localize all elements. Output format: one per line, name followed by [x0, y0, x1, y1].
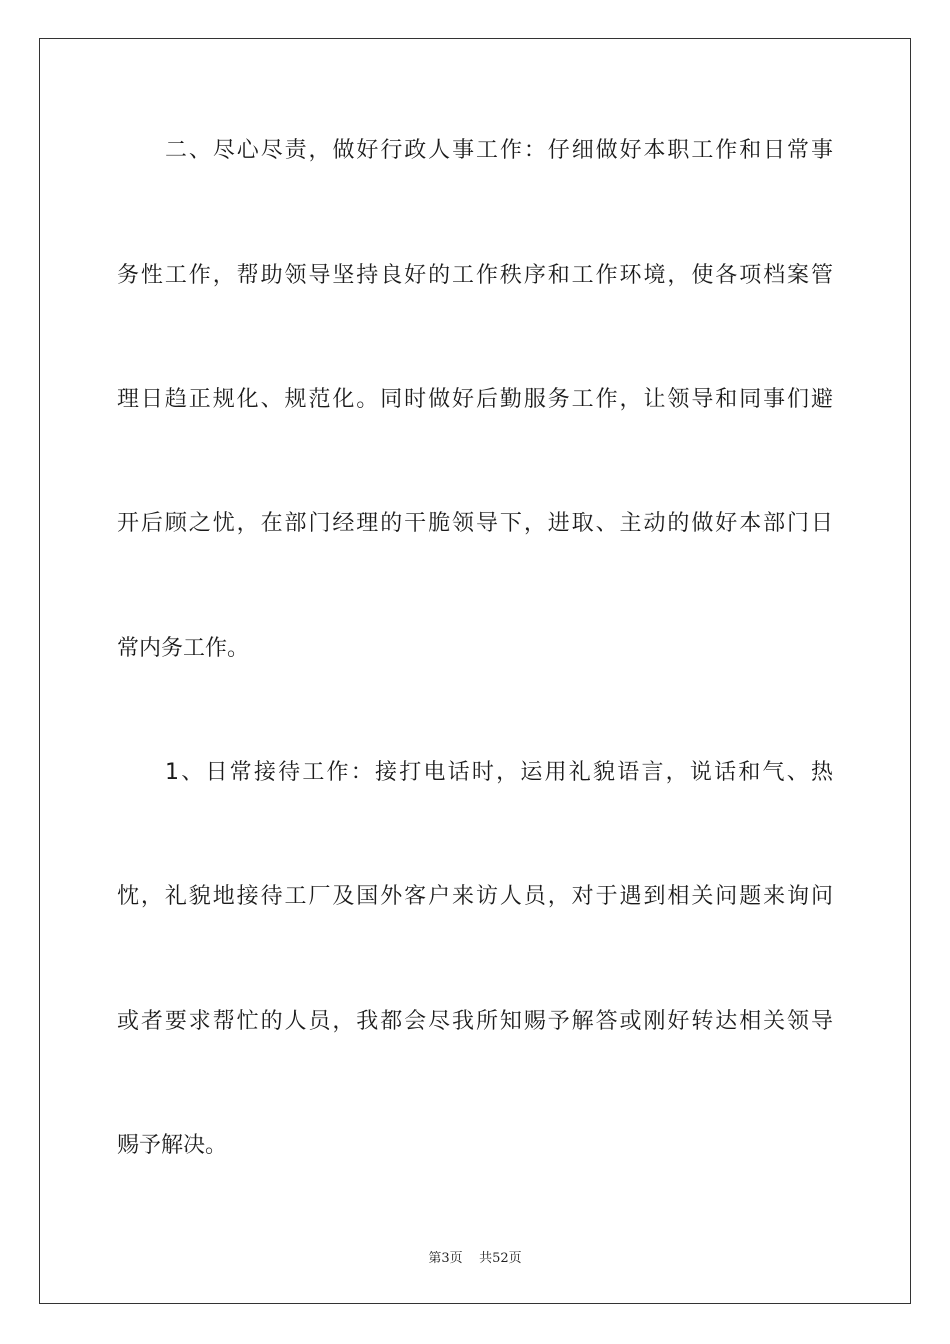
page-border [39, 38, 911, 1304]
paragraph-2-line-4: 赐予解决。 [117, 1133, 228, 1158]
paragraph-1-line-2: 务性工作，帮助领导坚持良好的工作秩序和工作环境，使各项档案管 [117, 263, 833, 288]
paragraph-2-line-2: 忱，礼貌地接待工厂及国外客户来访人员，对于遇到相关问题来询问 [117, 884, 833, 909]
paragraph-1-line-1: 二、尽心尽责，做好行政人事工作：仔细做好本职工作和日常事 [165, 138, 833, 163]
paragraph-2-line-1: 1、日常接待工作：接打电话时，运用礼貌语言，说话和气、热 [165, 760, 833, 785]
page-number: 第3页 [428, 1251, 463, 1266]
paragraph-1-line-5: 常内务工作。 [117, 636, 250, 661]
total-pages: 共52页 [479, 1251, 522, 1266]
paragraph-1-line-3: 理日趋正规化、规范化。同时做好后勤服务工作，让领导和同事们避 [117, 387, 833, 412]
page-footer [0, 1247, 950, 1266]
paragraph-1-line-4: 开后顾之忧，在部门经理的干脆领导下，进取、主动的做好本部门日 [117, 511, 833, 536]
paragraph-2-line-3: 或者要求帮忙的人员，我都会尽我所知赐予解答或刚好转达相关领导 [117, 1009, 833, 1034]
